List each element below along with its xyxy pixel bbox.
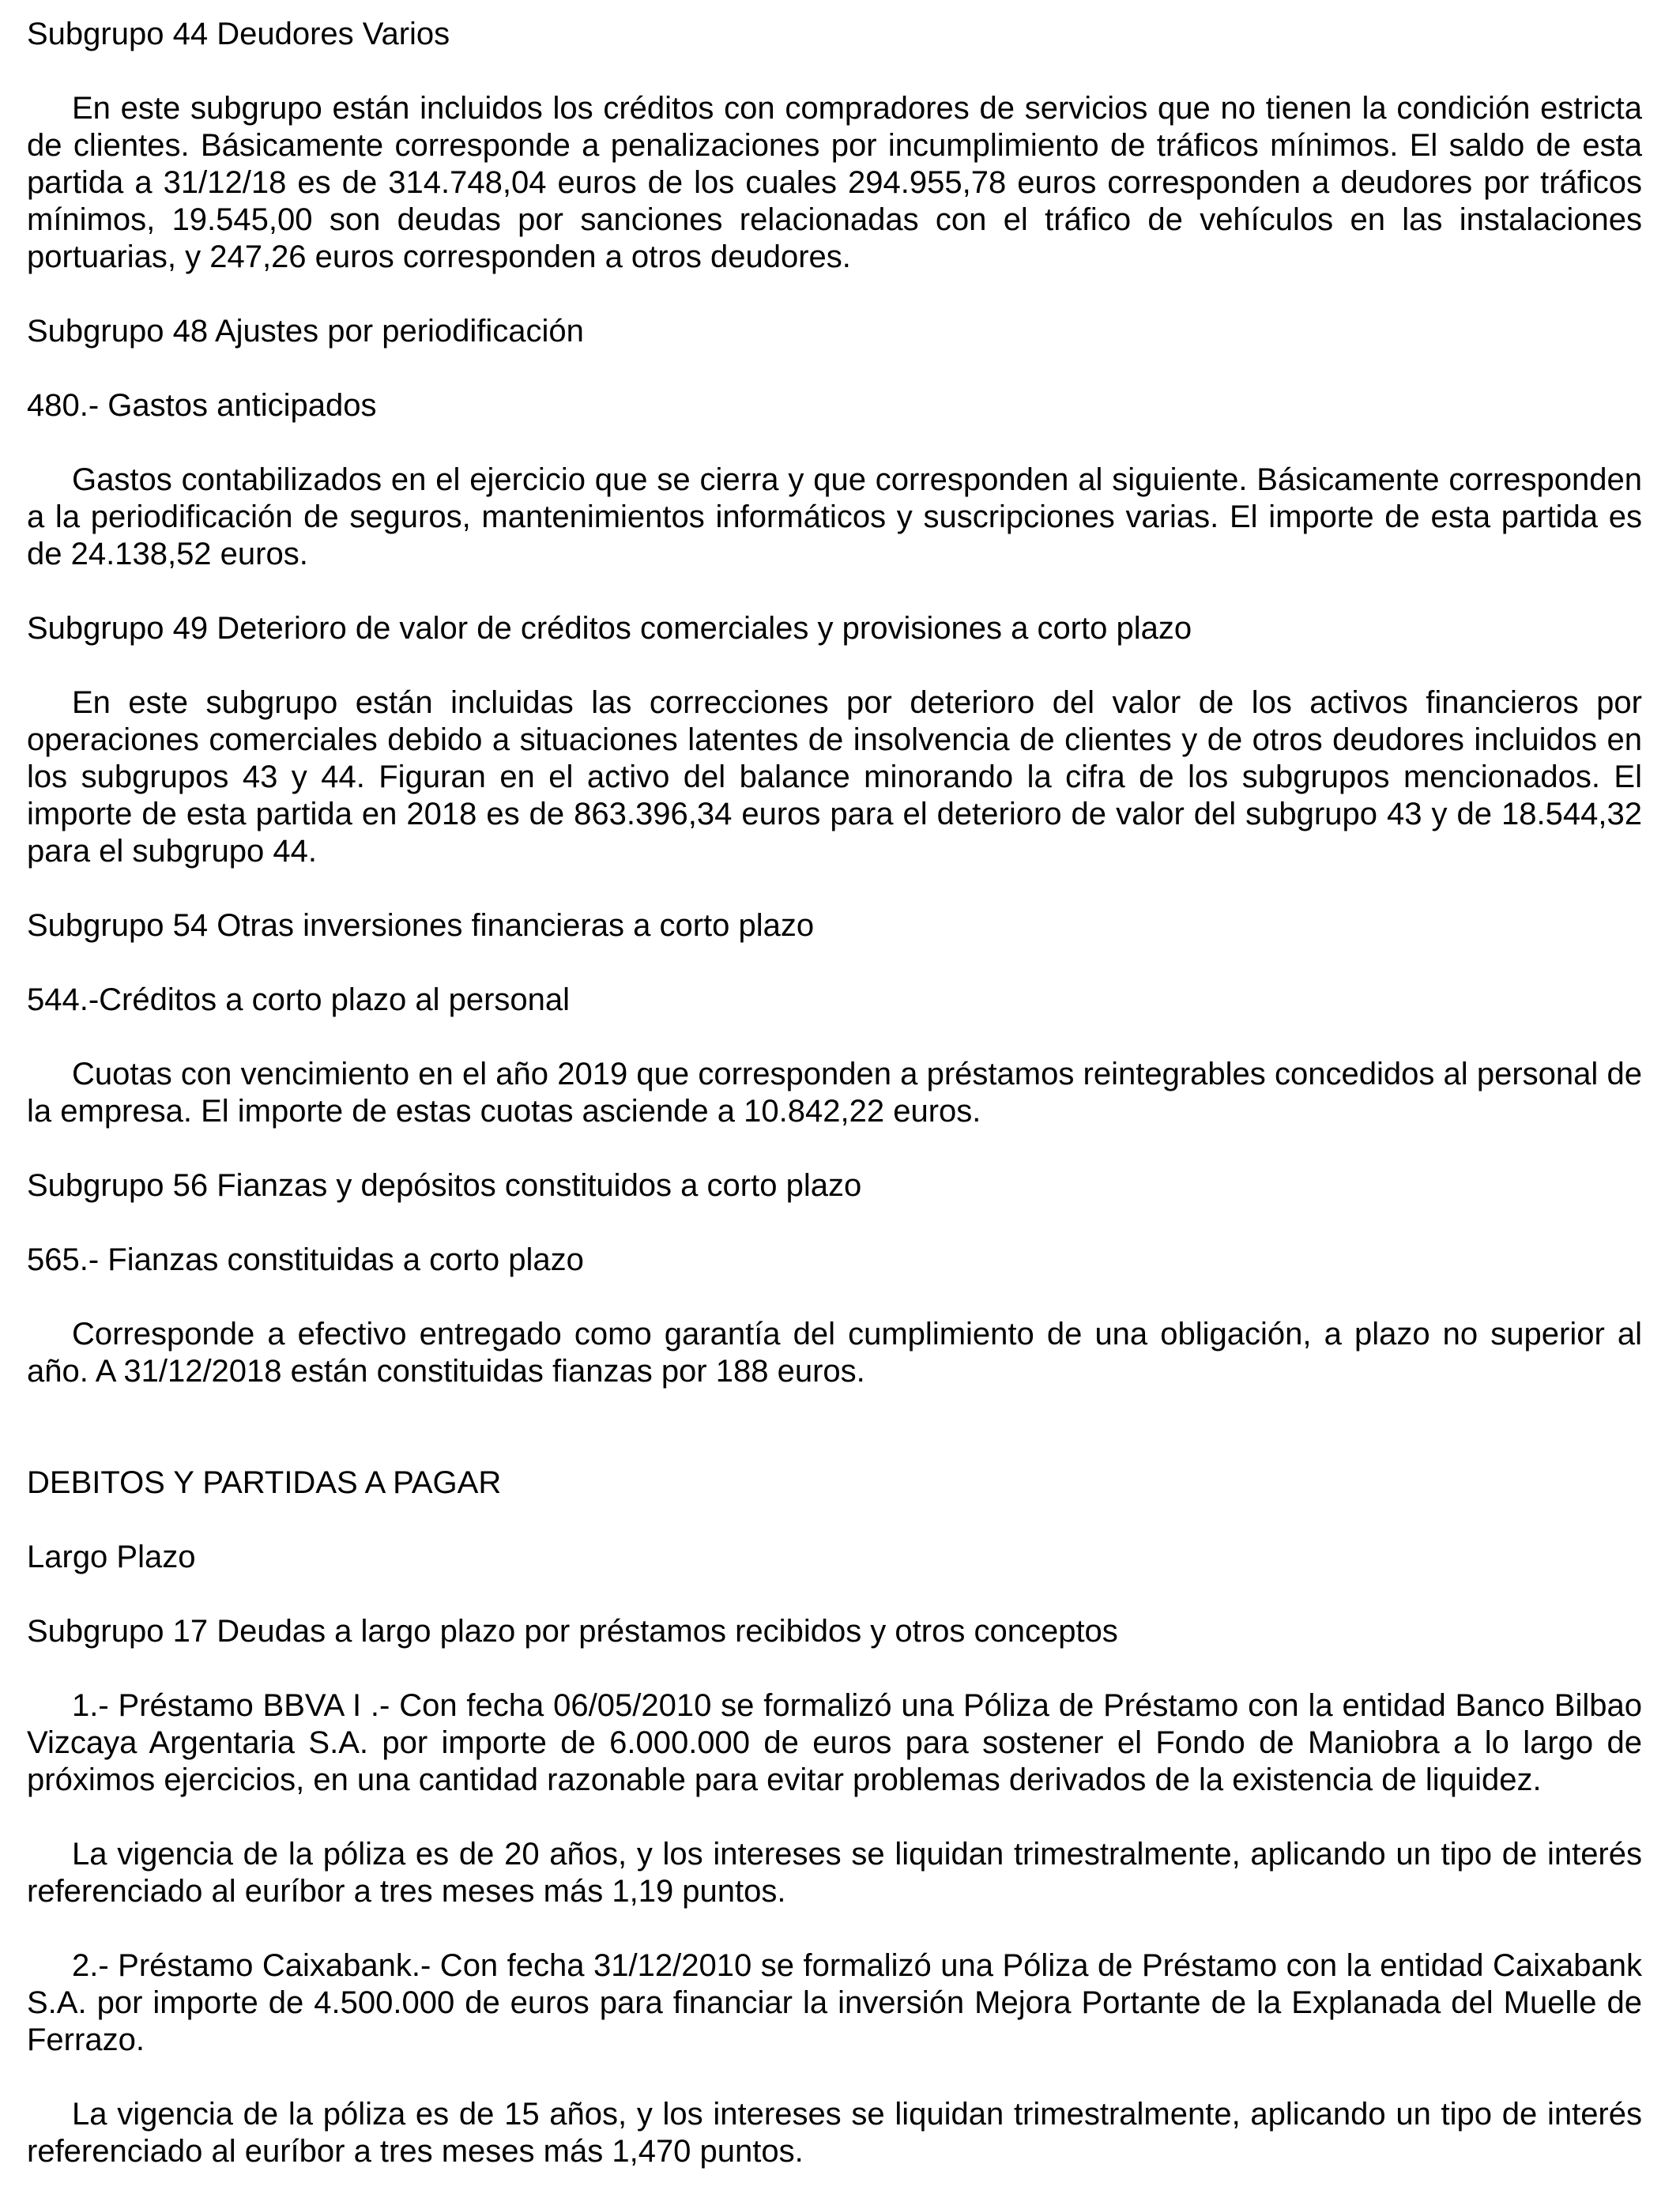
cuenta-480-paragraph: Gastos contabilizados en el ejercicio que se cierra y que corresponden al siguiente. Básicamente corresponden a la periodificación de seguros, mantenimientos informáticos y suscripciones varias. El importe de esta partida es de 24.138,52 euros. [27, 462, 1642, 571]
subgrupo-44-heading: Subgrupo 44 Deudores Varios [27, 17, 450, 51]
subgrupo-56-heading: Subgrupo 56 Fianzas y depósitos constituidos a corto plazo [27, 1168, 862, 1203]
largo-plazo-heading: Largo Plazo [27, 1540, 196, 1574]
subgrupo-17-heading: Subgrupo 17 Deudas a largo plazo por préstamos recibidos y otros conceptos [27, 1614, 1118, 1649]
prestamo-caixabank-vigencia-paragraph: La vigencia de la póliza es de 15 años, y los intereses se liquidan trimestralmente, aplicando un tipo de interés referenciado al euríbor a tres meses más 1,470 puntos. [27, 2097, 1642, 2169]
subgrupo-48-heading: Subgrupo 48 Ajustes por periodificación [27, 314, 584, 349]
prestamo-bbva-vigencia-paragraph: La vigencia de la póliza es de 20 años, y los intereses se liquidan trimestralmente, aplicando un tipo de interés referenciado al euríbor a tres meses más 1,19 puntos. [27, 1837, 1642, 1909]
debitos-section-heading: DEBITOS Y PARTIDAS A PAGAR [27, 1465, 502, 1500]
subgrupo-49-paragraph: En este subgrupo están incluidas las correcciones por deterioro del valor de los activos financieros por operaciones comerciales debido a situaciones latentes de insolvencia de clientes y de otros deudores incluidos en los subgrupos 43 y 44. Figuran en el activo del balance minorando la cifra de los subgrupos mencionados. El importe de esta partida en 2018 es de 863.396,34 euros para el deterioro de valor del subgrupo 43 y de 18.544,32 para el subgrupo 44. [27, 685, 1642, 869]
cuenta-565-heading: 565.- Fianzas constituidas a corto plazo [27, 1242, 584, 1277]
prestamo-bbva-paragraph: 1.- Préstamo BBVA I .- Con fecha 06/05/2010 se formalizó una Póliza de Préstamo con la entidad Banco Bilbao Vizcaya Argentaria S.A. por importe de 6.000.000 de euros para sostener el Fondo de Maniobra a lo largo de próximos ejercicios, en una cantidad razonable para evitar problemas derivados de la existencia de liquidez. [27, 1688, 1642, 1797]
subgrupo-49-heading: Subgrupo 49 Deterioro de valor de créditos comerciales y provisiones a corto plazo [27, 611, 1192, 646]
cuenta-480-heading: 480.- Gastos anticipados [27, 388, 377, 423]
document-body [27, 16, 1642, 2170]
cuenta-565-paragraph: Corresponde a efectivo entregado como garantía del cumplimiento de una obligación, a plazo no superior al año. A 31/12/2018 están constituidas fianzas por 188 euros. [27, 1317, 1642, 1389]
cuenta-544-heading: 544.-Créditos a corto plazo al personal [27, 982, 571, 1017]
prestamo-caixabank-paragraph: 2.- Préstamo Caixabank.- Con fecha 31/12/2010 se formalizó una Póliza de Préstamo con la entidad Caixabank S.A. por importe de 4.500.000 de euros para financiar la inversión Mejora Portante de la Explanada del Muelle de Ferrazo. [27, 1948, 1642, 2057]
subgrupo-54-heading: Subgrupo 54 Otras inversiones financieras a corto plazo [27, 908, 815, 943]
subgrupo-44-paragraph: En este subgrupo están incluidos los créditos con compradores de servicios que no tienen la condición estricta de clientes. Básicamente corresponde a penalizaciones por incumplimiento de tráficos mínimos. El saldo de esta partida a 31/12/18 es de 314.748,04 euros de los cuales 294.955,78 euros corresponden a deudores por tráficos mínimos, 19.545,00 son deudas por sanciones relacionadas con el tráfico de vehículos en las instalaciones portuarias, y 247,26 euros corresponden a otros deudores. [27, 91, 1642, 274]
cuenta-544-paragraph: Cuotas con vencimiento en el año 2019 que corresponden a préstamos reintegrables concedidos al personal de la empresa. El importe de estas cuotas asciende a 10.842,22 euros. [27, 1057, 1642, 1129]
